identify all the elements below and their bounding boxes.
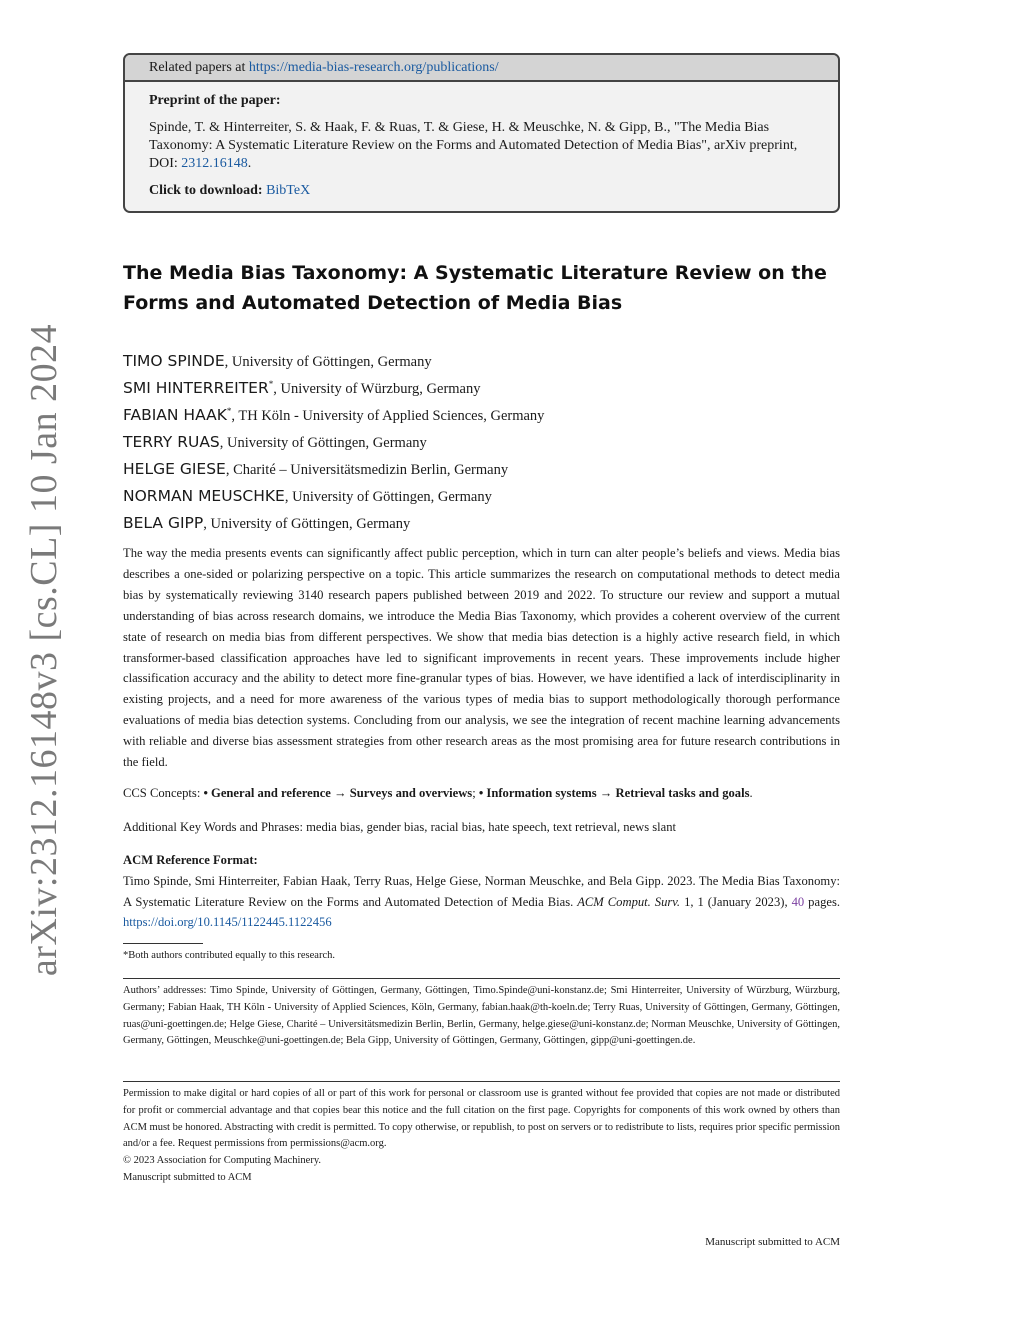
author-name: TIMO SPINDE xyxy=(123,351,225,370)
related-papers-bar xyxy=(125,55,838,82)
citation-text xyxy=(149,119,814,173)
ccs-separator: ; xyxy=(472,786,479,800)
author-entry xyxy=(123,425,840,452)
author-name: HELGE GIESE xyxy=(123,459,226,478)
permission-block xyxy=(123,1086,840,1187)
preprint-info-box xyxy=(123,53,840,213)
bibtex-link[interactable]: BibTeX xyxy=(266,183,311,198)
arxiv-id: arXiv:2312.16148v3 [cs.CL] 10 Jan 2024 xyxy=(23,323,65,977)
ccs-concepts xyxy=(123,784,840,802)
equal-contribution-footnote: *Both authors contributed equally to this research. xyxy=(123,950,335,961)
acm-doi-link[interactable]: https://doi.org/10.1145/1122445.1122456 xyxy=(123,915,332,929)
author-entry xyxy=(123,371,840,398)
author-marker: * xyxy=(268,379,274,389)
ccs-label: CCS Concepts: xyxy=(123,786,204,800)
author-entry xyxy=(123,479,840,506)
manuscript-note: Manuscript submitted to ACM xyxy=(123,1171,252,1183)
acm-reference-text xyxy=(123,871,840,933)
journal-volume: 1, 1 (January 2023), xyxy=(680,894,792,909)
ccs-end: . xyxy=(749,786,753,800)
related-papers-link[interactable]: https://media-bias-research.org/publications/ xyxy=(248,60,499,75)
journal-name: ACM Comput. Surv. xyxy=(577,894,681,909)
author-entry xyxy=(123,506,840,533)
author-affiliation: , Charité – Universitätsmedizin Berlin, Germany xyxy=(225,461,509,478)
author-affiliation: , TH Köln - University of Applied Sciences, Germany xyxy=(231,407,545,424)
footnote-divider xyxy=(123,943,203,944)
page-count-link[interactable]: 40 xyxy=(791,894,805,909)
permission-divider xyxy=(123,1081,840,1082)
related-label: Related papers at xyxy=(149,60,249,75)
author-entry xyxy=(123,398,840,425)
author-affiliation: , University of Göttingen, Germany xyxy=(219,434,427,451)
author-name: FABIAN HAAK xyxy=(123,405,227,424)
author-affiliation: , University of Göttingen, Germany xyxy=(224,353,432,370)
author-entry xyxy=(123,344,840,371)
author-name: SMI HINTERREITER xyxy=(123,378,269,397)
author-name: TERRY RUAS xyxy=(123,432,220,451)
author-affiliation: , University of Würzburg, Germany xyxy=(273,380,481,397)
author-name: NORMAN MEUSCHKE xyxy=(123,486,285,505)
doi-suffix: . xyxy=(247,156,252,171)
doi-link[interactable]: 2312.16148 xyxy=(181,156,248,171)
author-affiliation: , University of Göttingen, Germany xyxy=(203,515,411,532)
acm-reference-heading: ACM Reference Format: xyxy=(123,853,258,867)
citation-body: Spinde, T. & Hinterreiter, S. & Haak, F. & Ruas, T. & Giese, H. & Meuschke, N. & Gipp, B., "The Media Bias Taxonomy: A Systematic Literature Review on the Forms and Automated Detection of Media Bias", arXiv preprint, DOI: xyxy=(149,120,798,171)
author-list xyxy=(123,344,840,533)
arxiv-sidebar-stamp xyxy=(14,323,74,977)
abstract: The way the media presents events can significantly affect public perception, which in turn can alter people’s beliefs and views. Media bias describes a one-sided or polarizing perspective on a topic. This article summarizes the research on computational methods to detect media bias by systematically reviewing 3140 research papers published between 2019 and 2022. To structure our review and support a mutual understanding of bias across research domains, we introduce the Media Bias Taxonomy, which provides a coherent overview of the current state of research on media bias from different perspectives. We show that media bias detection is a highly active research field, in which transformer-based classification approaches have led to significant improvements in recent years. These improvements include higher classification accuracy and the ability to detect more fine-granular types of bias. However, we have identified a lack of interdisciplinarity in existing projects, and a need for more awareness of the various types of media bias to support methodologically thorough performance evaluations of media bias detection systems. Concluding from our analysis, we see the integration of recent machine learning advancements with reliable and diverse bias assessment strategies from other research areas as the most promising area for future research contributions in the field. xyxy=(123,546,840,770)
addresses-divider xyxy=(123,978,840,979)
acm-reference-body: Timo Spinde, Smi Hinterreiter, Fabian Haak, Terry Ruas, Helge Giese, Norman Meuschke, and Bela Gipp. 2023. The Media Bias Taxonomy: A Systematic Literature Review on the Forms and Automated Detection of Media Bias. xyxy=(123,874,840,909)
author-marker: * xyxy=(226,406,232,416)
author-addresses: Authors’ addresses: Timo Spinde, University of Göttingen, Germany, Göttingen, Timo.Spinde@uni-konstanz.de; Smi Hinterreiter, University of Würzburg, Würzburg, Germany; Fabian Haak, TH Köln - University of Applied Sciences, Köln, Germany, fabian.haak@th-koeln.de; Terry Ruas, University of Göttingen, Germany, Göttingen, ruas@uni-goettingen.de; Helge Giese, Charité – Universitätsmedizin Berlin, Berlin, Germany, helge.giese@uni-konstanz.de; Norman Meuschke, University of Göttingen, Germany, Göttingen, Meuschke@uni-goettingen.de; Bela Gipp, University of Göttingen, Germany, Göttingen, gipp@uni-goettingen.de. xyxy=(123,985,840,1047)
permission-text: Permission to make digital or hard copies of all or part of this work for personal or classroom use is granted without fee provided that copies are not made or distributed for profit or commercial advantage and that copies bear this notice and the full citation on the first page. Copyrights for components of this work owned by others than ACM must be honored. Abstracting with credit is permitted. To copy otherwise, or republish, to post on servers or to redistribute to lists, requires prior specific permission and/or a fee. Request permissions from permissions@acm.org. xyxy=(123,1088,840,1150)
paper-title: The Media Bias Taxonomy: A Systematic Literature Review on the Forms and Automated Detection of Media Bias xyxy=(123,262,827,314)
ccs-item: • Information systems → Retrieval tasks and goals xyxy=(478,786,750,800)
copyright-line: © 2023 Association for Computing Machinery. xyxy=(123,1155,322,1167)
keywords: Additional Key Words and Phrases: media bias, gender bias, racial bias, hate speech, text retrieval, news slant xyxy=(123,820,677,834)
author-name: BELA GIPP xyxy=(123,513,204,532)
page-footer: Manuscript submitted to ACM xyxy=(705,1236,840,1248)
pages-suffix: pages. xyxy=(804,894,841,909)
ccs-item: • General and reference → Surveys and overviews xyxy=(203,786,473,800)
author-affiliation: , University of Göttingen, Germany xyxy=(284,488,492,505)
preprint-label: Preprint of the paper: xyxy=(149,93,281,108)
download-label: Click to download: xyxy=(149,183,267,198)
author-entry xyxy=(123,452,840,479)
download-line xyxy=(149,182,814,200)
